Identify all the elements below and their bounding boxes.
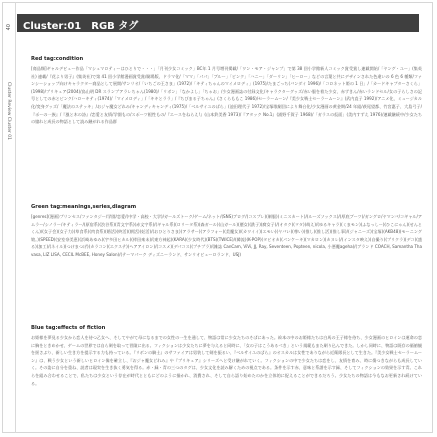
section-heading: Green tag:meanings,series,diagram xyxy=(31,204,137,210)
section-blue-tag xyxy=(31,325,422,387)
section-heading: Blue tag:effects of fiction xyxy=(31,325,106,331)
page-title: Cluster:01 RGB タグ xyxy=(23,21,139,32)
side-running-title: Cluster Review Cluster 01 xyxy=(6,82,11,141)
page-number: 40 xyxy=(6,24,12,31)
main-content xyxy=(31,56,422,387)
section-green-tag xyxy=(31,204,422,325)
section-red-tag xyxy=(31,56,422,204)
cluster-title-bar xyxy=(17,14,419,32)
side-strip xyxy=(2,2,16,433)
section-body: [genres](漫画)プリンセス/ファンタジー/学園/恋愛/(中学・高校・大学)/ガールズトーク/ゲーム/ネット/(SNS)ブログ/(コスプレ)(制服)(ミニスカート)/(ルーズソックス)/(厚底ブーツ)/ガングロ/ヤマンバ/コギャル/アムラー/シノラー/キティラー/(原宿系)(渋谷系)(青文字系)(赤文字系)/(ギャル系)(ロリータ系)(森ガール)(山ガール)(歴女)(鉄子)(腐女子)/(オタク)(ヲタ)(萌え)/(ゆるキャラ)(くまモン)(ふなっしー)(ひこにゃん)(せんとくん)/(女子会)(女子力)(草食系)(肉食系)(婚活)(終活)(朝活)(妊活)/(おひとりさま)(アラサー)(アラフォー)(美魔女)/(カワイイ)(エモい)(ヤバい)(尊い)(推し)(推し活)(推し事)/(ジャニーズ)(宝塚)(AKB48)(モーニング娘。)(SPEED)(安室奈美恵)(浜崎あゆみ)(宇多田ヒカル)(倖田來未)/(東方神起)(KARA)(少女時代)(BTS)(TWICE)/(韓流)(K-POP)(タピオカ)(パンケーキ)(マカロン)(カヌレ)/(インスタ映え)(自撮り)(プリクラ)(デコ)(盛る)(加工)/(ネイル)(つけまつげ)(カラコン)(エクステ)(ヘアアイロン)/(コスメ)(デパコス)(プチプラ)/(雑誌 CanCam, ViVi, JJ, Ray, Seventeen, Popteen, nicola, 小悪魔ageha)/(ブランド COACH, Samantha Thavasa, LIZ LISA, CECIL McBEE, Honey Salon)/(テーマパーク ディズニーランド、サンリオピューロランド、USJ) xyxy=(31,214,422,257)
section-heading: Red tag:condition xyxy=(31,56,84,62)
section-body: お姫様を夢見る少女から恋人を待つ乙女へ、そしてやがて母になるまでの女性の一生を通して、物語は常に少女たちのそばにあった。絵本の中のお姫様たちは白馬の王子様を待ち、少女漫画のヒロインは運命の恋に胸をときめかせ、ゲームの世界では自ら剣を取って冒険に出る。フィクションは少女たちに夢を与えると同時に、「女の子はこうあるべき」という規範もまた刷り込んできた。しかし同時に、物語は既存の価値観を揺さぶり、新しい生き方を提示する力も持っている。『リボンの騎士』のサファイアは男装して剣を振るい、『ベルサイユのばら』のオスカルは女性でありながら近衛隊長として生きた。『美少女戦士セーラームーン』は、戦う少女という新しいヒロイン像を確立し、『おジャ魔女どれみ』や『プリキュア』シリーズへと受け継がれていく。フィクションの中で少女たちは恋をし、友情を育み、時に傷つきながらも成長していく。その姿に自分を重ね、読者は現実を生き抜く勇気を得る。赤・緑・青の三つのタグは、少女文化を読み解くための視点である。条件を示す赤、意味と系譜を示す緑、そしてフィクションの効果を示す青。これらを組み合わせることで、私たちは少女という存在が時代とともにどのように描かれ、消費され、そして自ら語り始めたのかを立体的に捉えることができるだろう。少女たちの物語は今もなお更新され続けている。 xyxy=(31,335,422,386)
section-body: [商品類]ギャルデビュー作品「マシュマロティーはひとりで・・・」「月刊少女コミック」BC年 1 月号増刊掲載/「ワン・モア・ジャンプ」で第 38 回小学館新人コミック賞受賞し連載開始/「ヤング・ユー」(集英社) 連載/『花より男子』(集英社)で第 41 回小学館漫画賞受賞/劇場版、ドラマ化/「ママ」「パパ」「ブルー」「ピンク」「ハニー」「ダーリン」「ヒーロー」などの言葉と共にデザインされた色違いの 6 色 6 種類/ファンシーショップ向けキャラクター商品として展開/サンリオ/「いちごの王さま」(1972)/「キティちゃんのマイメロディ」(1975)/たまごっち(バンダイ 1996)/「コロネット姫の 1 日」/「カードキャプターさくら」(1998)/プリキュア(2004)/鳥山明 DR スランプアラレちゃん(1980)/「リボン」「なかよし」「ちゃお」/少女漫画誌の付録文化/キャラクターグッズ/赤い服を着た少女、赤ずきん/赤いランドセル/女の子らしさの記号としての赤とピンク/ハローキティ(1974)/「マイメロディ」/「キキとララ」/『ちびまる子ちゃん』(さくらももこ 1986)/セーラームーン/『美少女戦士セーラームーン』(武内直子 1992)/アニメ化、ミュージカル化/変身グッズ/「魔法のステッキ」/おジャ魔女どれみ/キャンディキャンディ(1975)/「ベルサイユのばら」(池田理代子 1972)/宝塚歌劇団により舞台化/少女漫画の黄金期/24 年組/萩尾望都、竹宮惠子、大島弓子/『ポーの一族』/『風と木の詩』/恋愛と友情/学園もの/スポーツ根性もの/『エースをねらえ!』(山本鈴美香 1973)/『アタック No.1』(浦野千賀子 1968)/「ガラスの仮面」(美内すずえ 1976)/連載継続中/少女たちの憧れと成長の物語として読み継がれる作品群 xyxy=(31,66,422,125)
